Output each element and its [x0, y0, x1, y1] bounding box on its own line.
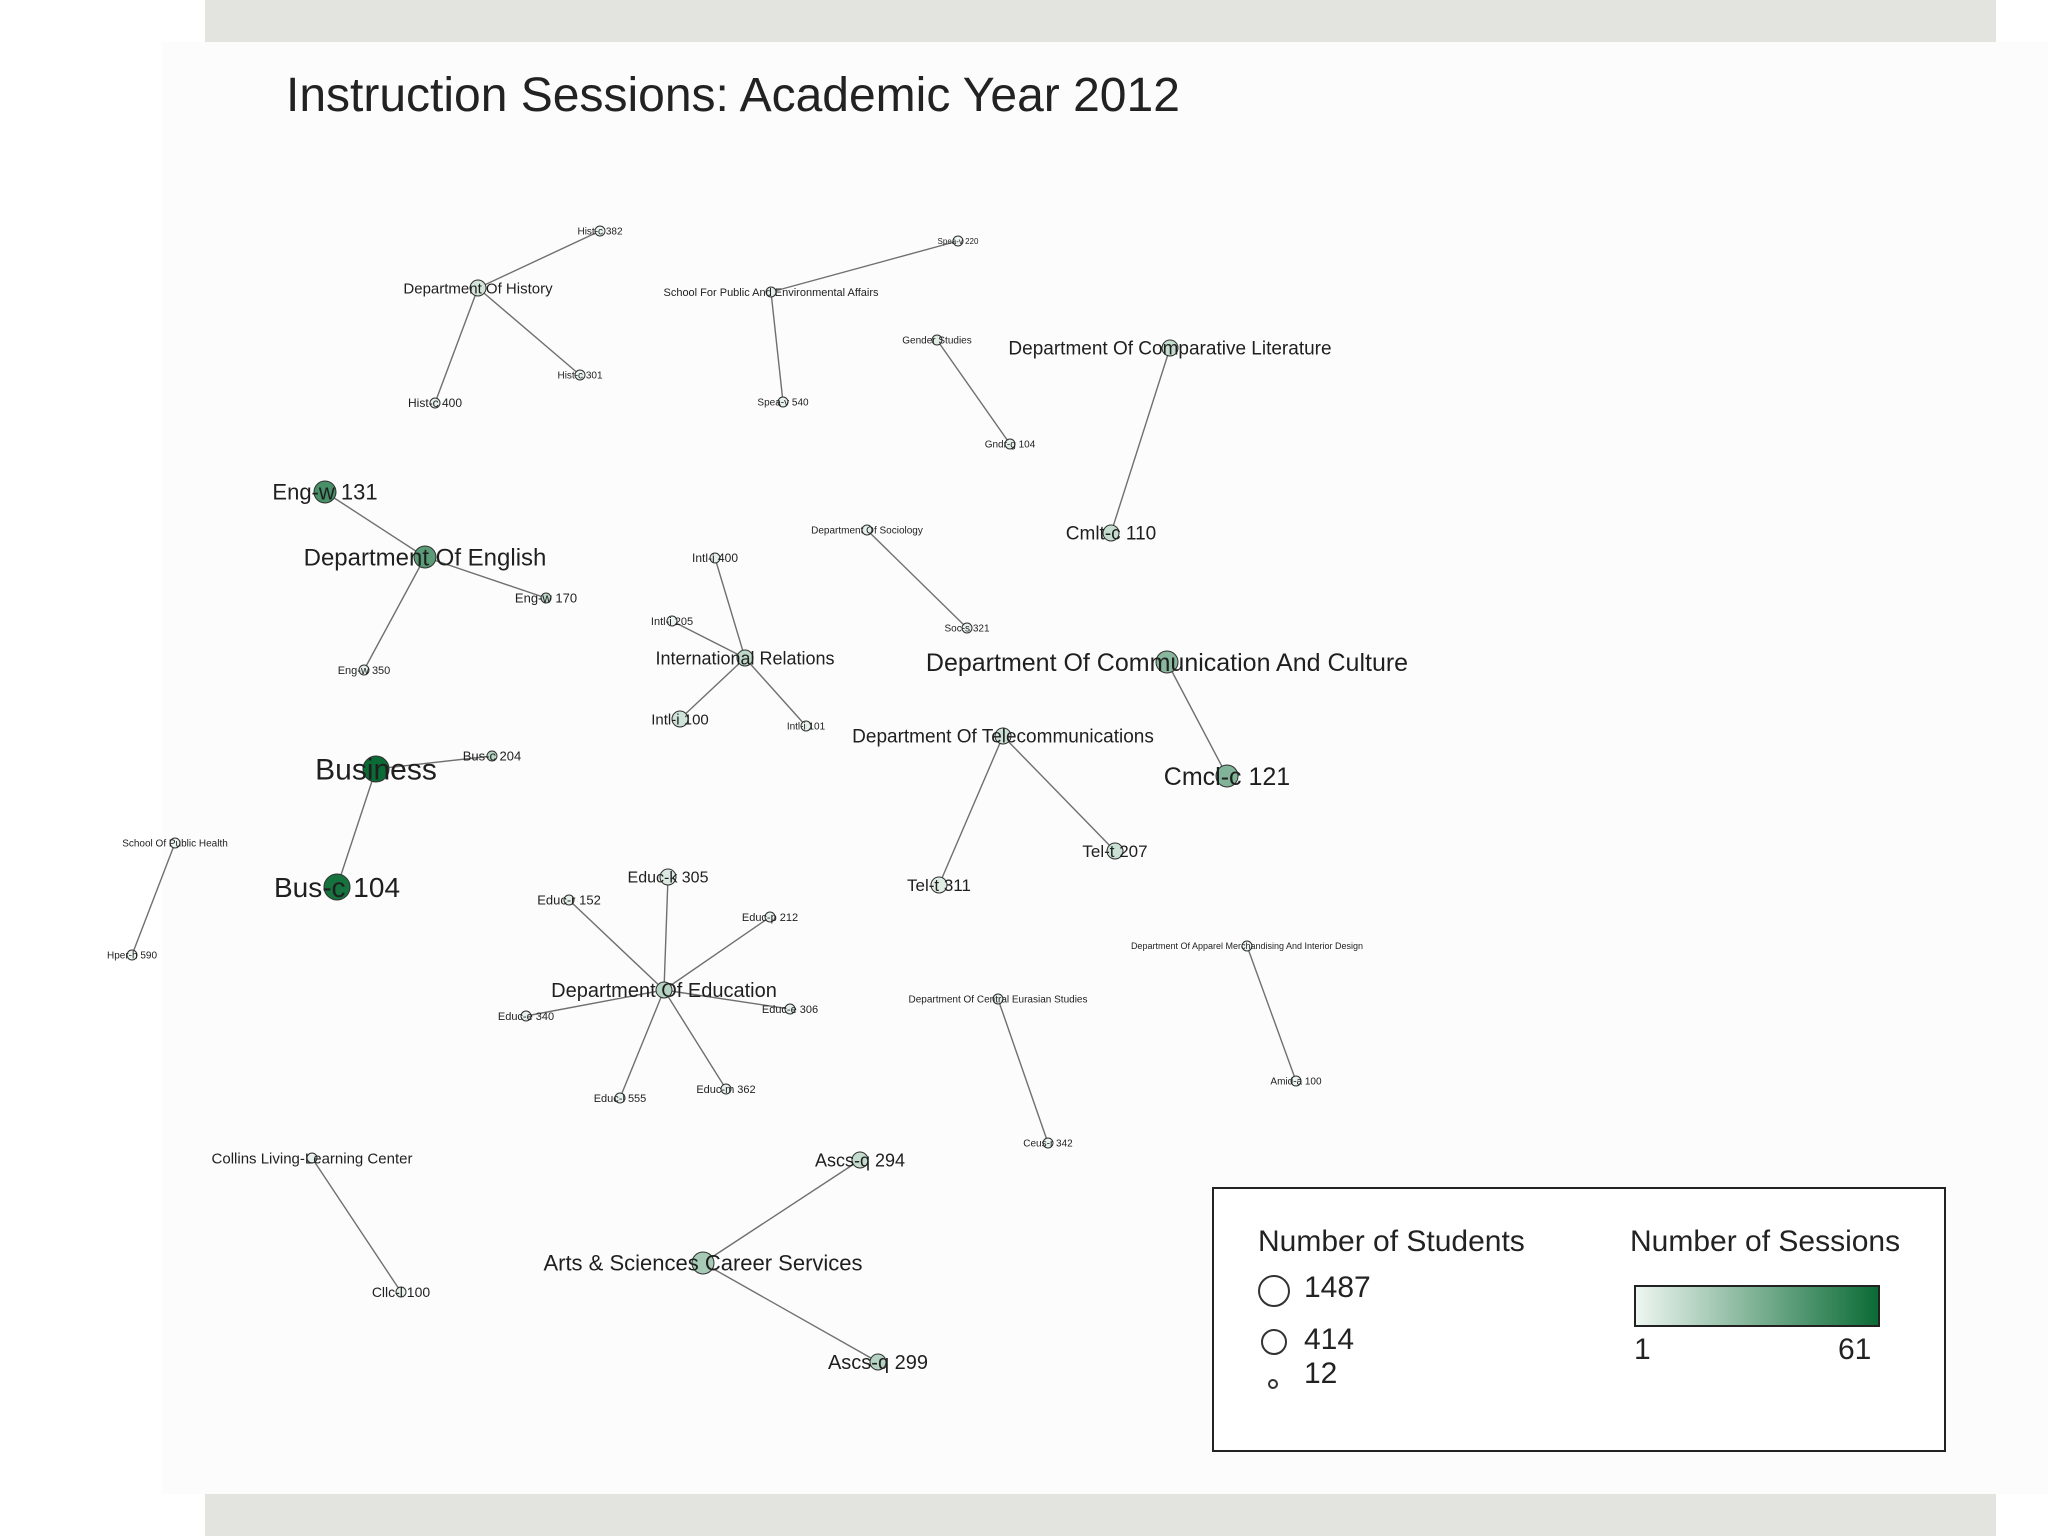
- node-label-hist400: Hist-c 400: [407, 396, 463, 411]
- edge-gndr-gndr104: [937, 340, 1010, 444]
- node-label-educ340: Educ-e 340: [497, 1010, 555, 1023]
- node-label-ceus342: Ceus-r 342: [1023, 1138, 1073, 1150]
- node-label-intl205: Intl-i 205: [650, 615, 694, 628]
- node-label-educ555: Educ-l 555: [593, 1092, 647, 1105]
- node-label-hper: Hper-h 590: [106, 950, 158, 962]
- node-label-cllc100: Cllc-l 100: [371, 1283, 431, 1300]
- node-label-engl: Department Of English: [303, 544, 547, 572]
- legend-students-min: 12: [1304, 1357, 1338, 1390]
- node-label-soc321: Soc-s 321: [944, 623, 990, 635]
- node-label-educ362: Educ-m 362: [696, 1083, 756, 1096]
- node-label-ascs: Arts & Sciences Career Services: [543, 1250, 863, 1276]
- edge-sph-hper: [132, 843, 175, 955]
- node-label-engw170: Eng-w 170: [514, 590, 578, 606]
- node-label-spea: School For Public And Environmental Affairs: [663, 286, 879, 299]
- edge-educ-educ305: [664, 877, 668, 990]
- size-circle-small: [1268, 1379, 1278, 1389]
- node-label-ceus: Department Of Central Eurasian Studies: [908, 994, 1088, 1006]
- node-label-ascs299: Ascs-q 299: [827, 1352, 929, 1374]
- edge-educ-educ555: [620, 990, 664, 1098]
- node-label-tel311: Tel-t 311: [907, 875, 971, 895]
- legend-sessions-min: 1: [1634, 1333, 1651, 1366]
- node-label-hist301: Hist-c 301: [557, 370, 603, 382]
- edge-amid-amid100: [1247, 946, 1296, 1081]
- edge-ascs-ascs299: [703, 1263, 878, 1362]
- edge-educ-educ152: [569, 900, 664, 990]
- node-label-hist382: Hist-c 382: [577, 226, 623, 238]
- node-label-intl: International Relations: [655, 648, 835, 669]
- legend-students-mid: 414: [1304, 1323, 1355, 1356]
- node-label-spea220: Spea-v 220: [937, 236, 979, 246]
- edge-hist-hist400: [435, 288, 478, 403]
- legend-sessions-max: 61: [1838, 1333, 1872, 1366]
- edge-clc-cllc100: [312, 1158, 401, 1292]
- edge-cmlt-cmlt110: [1111, 348, 1170, 533]
- node-label-tel207: Tel-t 207: [1082, 841, 1148, 861]
- node-label-educ: Department Of Education: [551, 980, 777, 1002]
- node-label-gndr: Gender Studies: [902, 335, 972, 347]
- edge-tel-tel311: [939, 736, 1003, 885]
- edge-spea-spea220: [771, 241, 958, 292]
- legend: [1212, 1187, 1946, 1452]
- edge-ceus-ceus342: [998, 999, 1048, 1143]
- edge-cmcl-cmcl121: [1167, 662, 1227, 776]
- edge-spea-spea540: [771, 292, 783, 402]
- edge-educ-educ362: [664, 990, 726, 1089]
- edge-intl-intl400: [715, 558, 745, 658]
- edge-engl-engw350: [364, 557, 425, 670]
- node-label-sph: School Of Public Health: [122, 838, 228, 850]
- node-label-hist: Department Of History: [403, 280, 553, 298]
- node-label-clc: Collins Living-Learning Center: [211, 1150, 413, 1168]
- node-label-ascs294: Ascs-q 294: [814, 1150, 906, 1171]
- edge-soc-soc321: [867, 530, 967, 628]
- node-label-bus104: Bus-c 104: [273, 871, 401, 903]
- node-label-intl400: Intl-i 400: [691, 551, 739, 566]
- node-label-cmcl121: Cmcl-c 121: [1163, 762, 1291, 791]
- size-circle-large: [1258, 1275, 1290, 1307]
- node-label-educ212: Educ-p 212: [741, 911, 799, 924]
- node-label-educ152: Educ-r 152: [537, 892, 601, 908]
- node-label-spea540: Spea-v 540: [757, 397, 809, 409]
- node-label-bus204: Bus-c 204: [462, 748, 522, 764]
- node-label-cmlt: Department Of Comparative Literature: [1008, 338, 1332, 360]
- edge-ascs-ascs294: [703, 1160, 860, 1263]
- edge-tel-tel207: [1003, 736, 1115, 851]
- node-label-amid: Department Of Apparel Merchandising And Interior Design: [1130, 941, 1364, 952]
- legend-students-title: Number of Students: [1258, 1225, 1525, 1258]
- node-label-soc: Department Of Sociology: [811, 525, 923, 537]
- node-label-educ306: Educ-e 306: [761, 1003, 819, 1016]
- node-label-tel: Department Of Telecommunications: [852, 726, 1154, 748]
- node-label-amid100: Amid-a 100: [1270, 1076, 1322, 1088]
- node-label-educ305: Educ-k 305: [627, 869, 709, 887]
- size-circle-medium: [1261, 1329, 1287, 1355]
- node-label-bus: Business: [315, 753, 437, 787]
- node-label-intl100: Intl-i 100: [651, 711, 709, 729]
- node-label-gndr104: Gndr-g 104: [984, 439, 1036, 451]
- node-label-engw350: Eng-w 350: [337, 664, 391, 677]
- node-label-cmcl: Department Of Communication And Culture: [925, 648, 1409, 677]
- edge-bus-bus104: [337, 769, 376, 887]
- node-label-cmlt110: Cmlt-c 110: [1065, 523, 1157, 545]
- legend-sessions-title: Number of Sessions: [1630, 1225, 1901, 1258]
- node-label-engw131: Eng-w 131: [272, 479, 378, 505]
- sessions-color-ramp: [1634, 1285, 1880, 1327]
- node-label-intl101: Intl-i 101: [786, 721, 826, 733]
- slide-title: Instruction Sessions: Academic Year 2012: [286, 69, 1180, 122]
- legend-students-max: 1487: [1304, 1271, 1371, 1304]
- edge-hist-hist301: [478, 288, 580, 375]
